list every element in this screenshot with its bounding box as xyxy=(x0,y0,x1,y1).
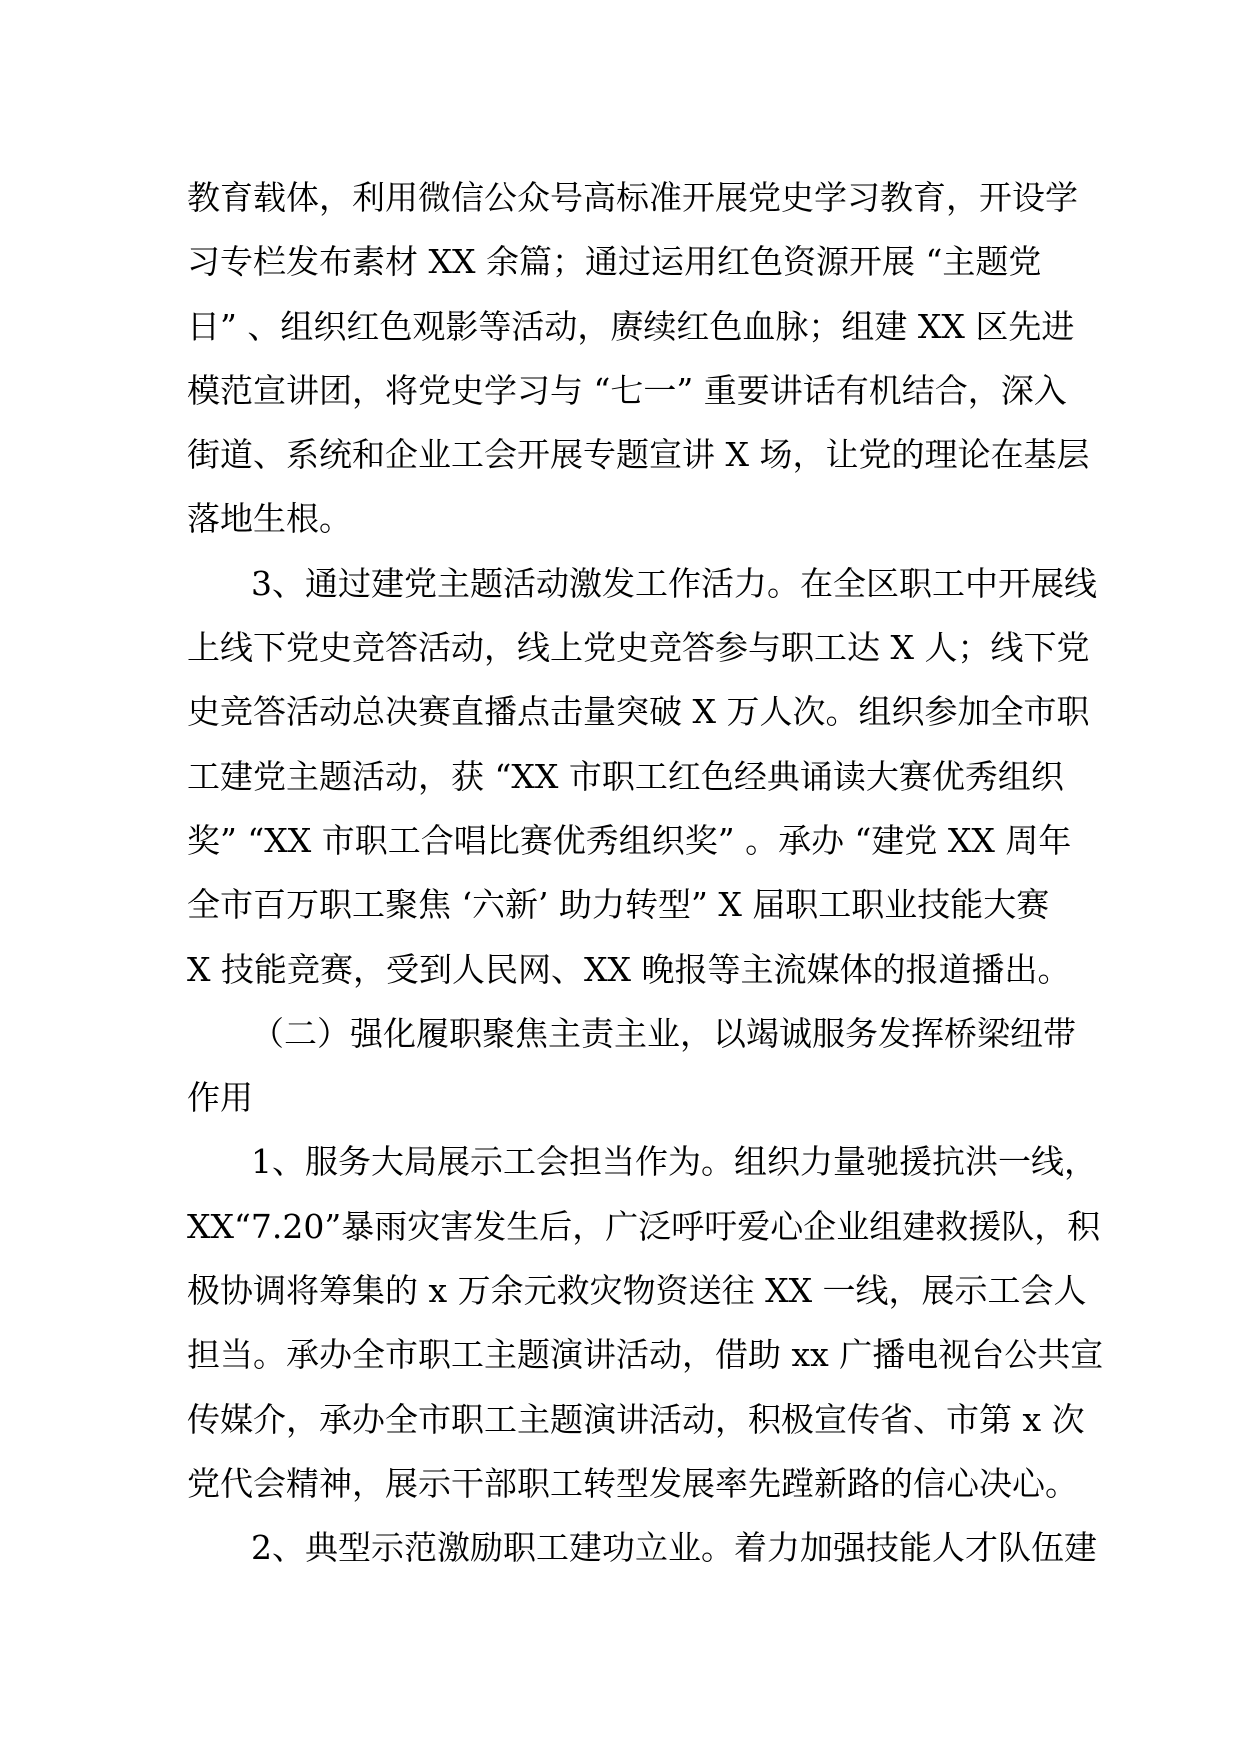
text-line: 奖” “XX 市职工合唱比赛优秀组织奖” 。承办 “建党 XX 周年 xyxy=(187,820,1072,860)
section-heading-continuation: 作用 xyxy=(187,1078,253,1118)
text-line: 极协调将筹集的 x 万余元救灾物资送往 XX 一线，展示工会人 xyxy=(187,1271,1087,1311)
text-line: 工建党主题活动，获 “XX 市职工红色经典诵读大赛优秀组织 xyxy=(187,756,1064,796)
text-line: 教育载体，利用微信公众号高标准开展党史学习教育，开设学 xyxy=(187,178,1078,217)
body-text xyxy=(187,166,1104,1581)
section-heading: （二）强化履职聚焦主责主业，以竭诚服务发挥桥梁纽带 xyxy=(251,1013,1076,1053)
paragraph-first-line: 3、通过建党主题活动激发工作活力。在全区职工中开展线 xyxy=(251,563,1097,603)
text-line: 党代会精神，展示干部职工转型发展率先蹚新路的信心决心。 xyxy=(187,1463,1078,1503)
text-line: 模范宣讲团，将党史学习与 “七一” 重要讲话有机结合，深入 xyxy=(187,370,1067,410)
text-line: 习专栏发布素材 XX 余篇；通过运用红色资源开展 “主题党 xyxy=(187,242,1042,282)
text-line: XX“7.20”暴雨灾害发生后，广泛呼吁爱心企业组建救援队，积 xyxy=(187,1206,1101,1246)
text-line: 史竞答活动总决赛直播点击量突破 X 万人次。组织参加全市职 xyxy=(187,692,1090,732)
text-line: 传媒介，承办全市职工主题演讲活动，积极宣传省、市第 x 次 xyxy=(187,1399,1085,1439)
text-line: X 技能竞赛，受到人民网、XX 晚报等主流媒体的报道播出。 xyxy=(187,949,1071,989)
text-line: 全市百万职工聚焦 ‘六新’ 助力转型” X 届职工职业技能大赛 xyxy=(187,885,1050,925)
paragraph-first-line: 2、典型示范激励职工建功立业。着力加强技能人才队伍建 xyxy=(251,1528,1097,1568)
text-line: 上线下党史竞答活动，线上党史竞答参与职工达 X 人；线下党 xyxy=(187,628,1090,668)
paragraph-first-line: 1、服务大局展示工会担当作为。组织力量驰援抗洪一线， xyxy=(251,1142,1097,1182)
text-line: 街道、系统和企业工会开展专题宣讲 X 场，让党的理论在基层 xyxy=(187,435,1090,475)
text-line: 日” 、组织红色观影等活动，赓续红色血脉；组建 XX 区先进 xyxy=(187,306,1075,346)
text-line: 落地生根。 xyxy=(187,499,352,539)
text-line: 担当。承办全市职工主题演讲活动，借助 xx 广播电视台公共宣 xyxy=(187,1335,1104,1375)
